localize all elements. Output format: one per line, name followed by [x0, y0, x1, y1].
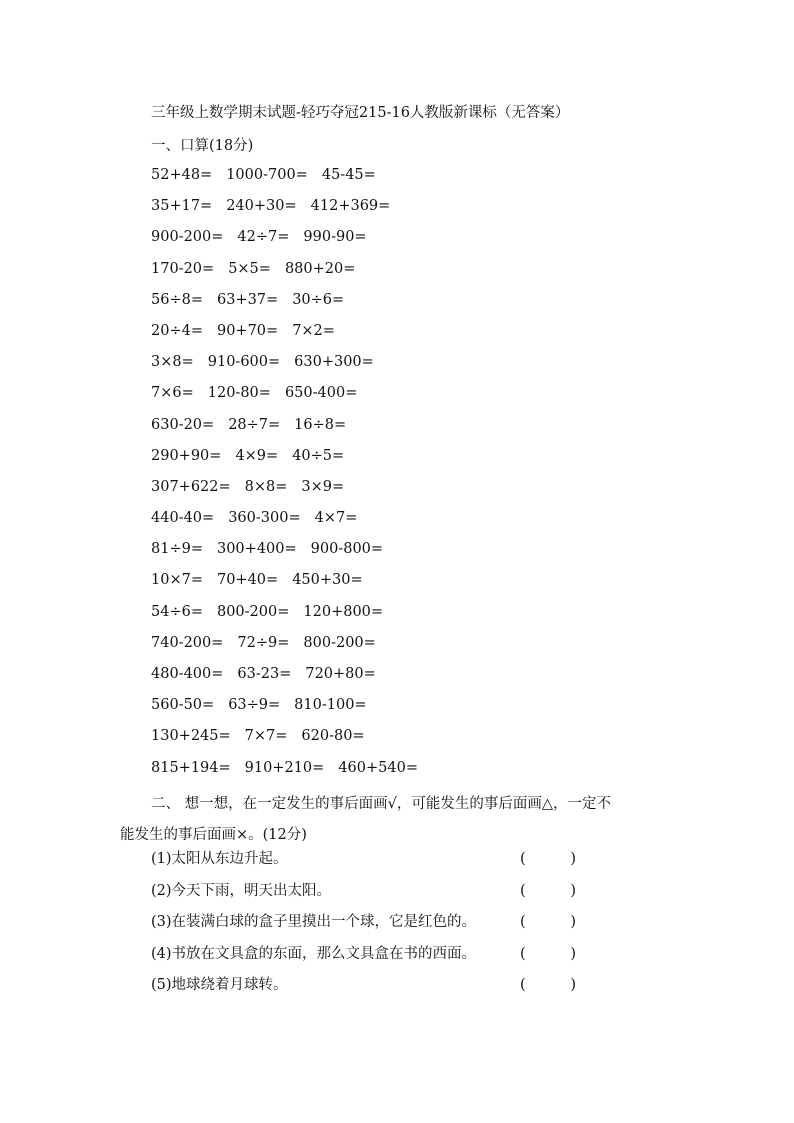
- calculation-problem: 120-80=: [207, 385, 271, 402]
- calculation-problem: 63÷9=: [228, 697, 281, 714]
- calculation-problem: 440-40=: [151, 510, 215, 527]
- calculation-row: [151, 446, 432, 477]
- calculation-row: [151, 383, 432, 414]
- judgement-item: [151, 975, 581, 1007]
- calculation-row: [151, 321, 432, 352]
- calculation-row: [151, 196, 432, 227]
- calculation-problem: 35+17=: [151, 198, 213, 215]
- calculation-row: [151, 415, 432, 446]
- calculation-problem: 910+210=: [244, 759, 325, 776]
- calculation-problem: 90+70=: [216, 322, 279, 339]
- calculation-problem: 800-200=: [303, 634, 376, 651]
- calculation-problem: 650-400=: [284, 385, 358, 402]
- calculation-problem: 900-200=: [151, 229, 224, 246]
- calculation-problem: 800-200=: [216, 603, 290, 620]
- open-paren: (: [520, 914, 526, 931]
- calculation-problem: 28÷7=: [228, 416, 281, 433]
- calculation-row: [151, 602, 432, 633]
- calculation-problem: 4×9=: [235, 447, 279, 464]
- calculation-row: [151, 477, 432, 508]
- close-paren: ): [570, 914, 576, 931]
- calculation-problem: 360-300=: [228, 510, 301, 527]
- calculation-problem: 72÷9=: [237, 634, 290, 651]
- calculation-problem: 1000-700=: [226, 167, 308, 183]
- calculation-problem: 3×9=: [301, 478, 345, 495]
- calculation-row: [151, 726, 432, 757]
- calculation-problem: 910-600=: [207, 354, 281, 371]
- calculation-problem: 63-23=: [237, 666, 292, 682]
- judgement-question: (4)书放在文具盒的东面，那么文具盒在书的西面。: [151, 945, 477, 962]
- open-paren: (: [520, 882, 526, 899]
- calculation-problem: 240+30=: [226, 198, 297, 215]
- calculation-problem: 740-200=: [151, 634, 224, 651]
- calculation-problem: 54÷6=: [151, 603, 203, 620]
- calculation-row: [151, 165, 432, 196]
- calculation-problem: 63+37=: [216, 291, 279, 308]
- calculation-problem: 170-20=: [151, 260, 215, 277]
- calculation-problem: 720+80=: [305, 666, 376, 682]
- document-title: 三年级上数学期末试题-轻巧夺冠215-16人教版新课标（无答案）: [151, 105, 570, 121]
- judgement-item: [151, 912, 581, 944]
- close-paren: ): [570, 945, 576, 962]
- calculation-problem: 7×2=: [292, 322, 335, 339]
- calculation-row: [151, 259, 432, 290]
- judgement-item: [151, 849, 581, 881]
- judgement-question: (3)在装满白球的盒子里摸出一个球，它是红色的。: [151, 914, 477, 931]
- calculation-problem: 3×8=: [151, 354, 194, 371]
- calculation-problem: 7×7=: [244, 728, 288, 745]
- calculation-problem: 560-50=: [151, 697, 215, 714]
- calculation-problem: 900-800=: [310, 541, 384, 558]
- calculation-problem: 307+622=: [151, 478, 231, 495]
- calculation-row: [151, 664, 432, 695]
- calculation-row: [151, 758, 432, 789]
- calculation-row: [151, 695, 432, 726]
- judgement-item: [151, 944, 581, 976]
- calculation-problem: 8×8=: [244, 478, 288, 495]
- section-2-heading-line-1: 二、 想一想，在一定发生的事后面画√，可能发生的事后面画△，一定不: [151, 796, 611, 812]
- calculation-problem: 42÷7=: [237, 229, 290, 246]
- calculation-problem: 40÷5=: [292, 447, 345, 464]
- calculation-problem: 4×7=: [314, 510, 358, 527]
- judgement-question: (1)太阳从东边升起。: [151, 851, 288, 867]
- calculation-row: [151, 633, 432, 664]
- open-paren: (: [520, 977, 526, 994]
- calculation-row: [151, 352, 432, 383]
- calculation-problem: 7×6=: [151, 385, 194, 402]
- calculation-problem: 450+30=: [292, 572, 363, 589]
- open-paren: (: [520, 945, 526, 962]
- calculation-problem: 81÷9=: [151, 541, 203, 558]
- calculation-problem: 810-100=: [294, 697, 367, 714]
- section-2-heading: [120, 789, 690, 851]
- calculation-problem: 880+20=: [284, 260, 356, 277]
- calculation-problem: 70+40=: [216, 572, 279, 589]
- calculation-problem: 30÷6=: [292, 291, 345, 308]
- calculation-problem: 815+194=: [151, 759, 231, 776]
- calculation-problem: 20÷4=: [151, 322, 203, 339]
- calculation-problem: 630-20=: [151, 416, 215, 433]
- open-paren: (: [520, 851, 526, 867]
- calculation-problem: 16÷8=: [294, 416, 347, 433]
- calculation-problem: 480-400=: [151, 666, 224, 682]
- calculation-problem: 620-80=: [301, 728, 365, 745]
- calculation-problem: 630+300=: [294, 354, 374, 371]
- judgement-question-list: [151, 849, 581, 1007]
- calculation-row: [151, 227, 432, 258]
- calculation-problem: 45-45=: [321, 167, 376, 183]
- section-1-heading: 一、口算(18分): [151, 138, 254, 154]
- calculation-problem: 56÷8=: [151, 291, 203, 308]
- calculation-problem: 120+800=: [303, 603, 384, 620]
- judgement-question: (2)今天下雨，明天出太阳。: [151, 882, 332, 899]
- judgement-question: (5)地球绕着月球转。: [151, 977, 288, 994]
- close-paren: ): [570, 851, 576, 867]
- calculation-problem: 990-90=: [303, 229, 367, 246]
- calculation-problem: 460+540=: [338, 759, 418, 776]
- section-2-heading-line-2: 能发生的事后面画×。(12分): [120, 827, 307, 843]
- calculation-problem: 290+90=: [151, 447, 222, 464]
- judgement-item: [151, 881, 581, 913]
- calculation-problem: 52+48=: [151, 167, 213, 183]
- calculation-problem: 5×5=: [228, 260, 271, 277]
- calculation-row: [151, 290, 432, 321]
- calculation-row: [151, 539, 432, 570]
- calculation-problem: 412+369=: [310, 198, 391, 215]
- close-paren: ): [570, 882, 576, 899]
- oral-calculation-list: [151, 165, 432, 789]
- calculation-problem: 10×7=: [151, 572, 203, 589]
- calculation-problem: 300+400=: [216, 541, 297, 558]
- calculation-row: [151, 508, 432, 539]
- calculation-row: [151, 570, 432, 601]
- close-paren: ): [570, 977, 576, 994]
- calculation-problem: 130+245=: [151, 728, 231, 745]
